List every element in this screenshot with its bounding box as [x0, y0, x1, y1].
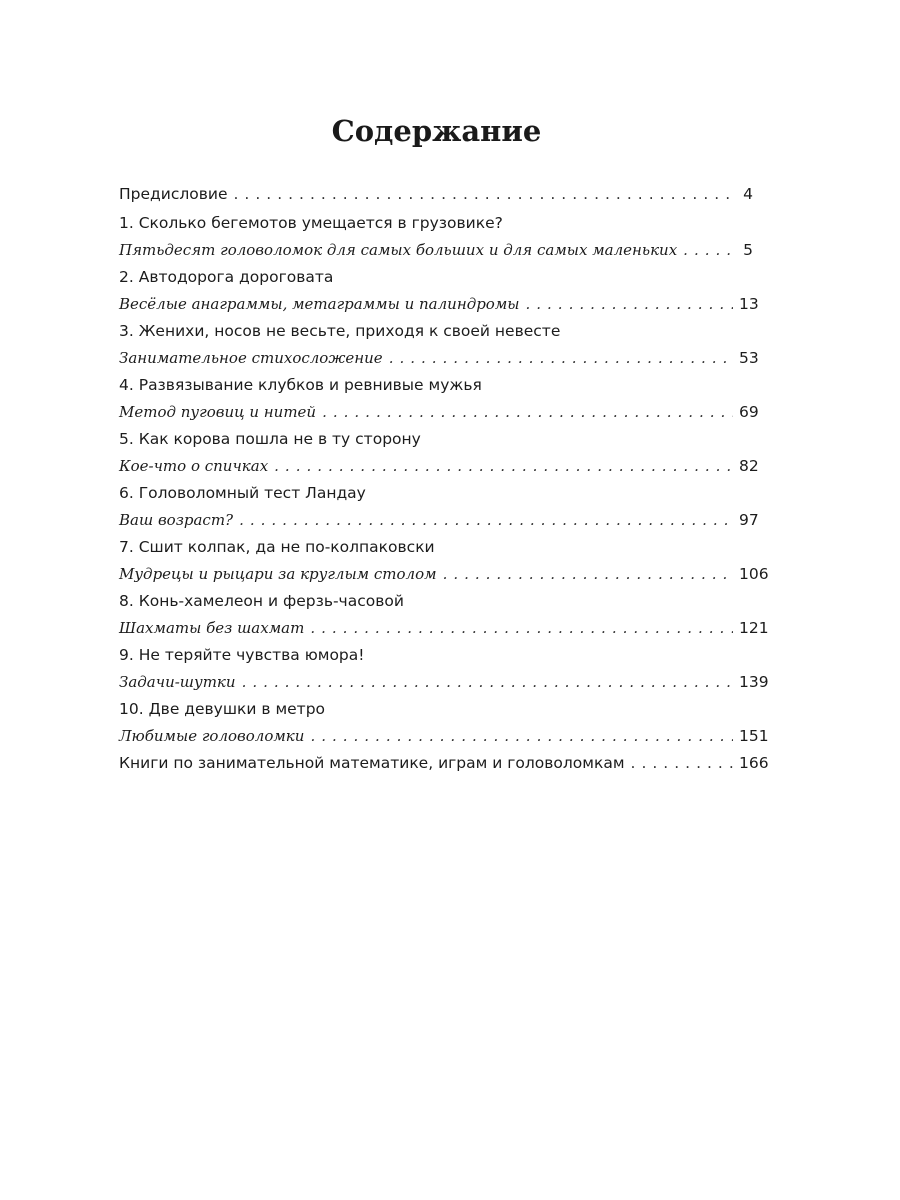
chapter-title: 7. Сшит колпак, да не по-колпаковски	[119, 538, 435, 556]
dot-leader	[310, 723, 733, 750]
dot-leader	[239, 507, 733, 534]
chapter-title-row	[119, 372, 753, 399]
chapter-title: 5. Как корова пошла не в ту сторону	[119, 430, 421, 448]
dot-leader	[233, 181, 733, 208]
chapter-subtitle: Весёлые анаграммы, метаграммы и палиндромы	[119, 295, 520, 313]
toc-chapter-9[interactable]	[119, 642, 769, 696]
chapter-title: 8. Конь-хамелеон и ферзь-часовой	[119, 592, 404, 610]
chapter-title-row	[119, 480, 753, 507]
chapter-subtitle-row	[119, 453, 759, 480]
chapter-subtitle-row	[119, 237, 753, 264]
page-number: 53	[739, 349, 759, 367]
dot-leader	[242, 669, 733, 696]
page-number: 69	[739, 403, 759, 421]
toc-chapter-4[interactable]	[119, 372, 759, 426]
page-number: 97	[739, 511, 759, 529]
toc-chapter-6[interactable]	[119, 480, 759, 534]
chapter-title-row	[119, 264, 753, 291]
chapter-subtitle-row	[119, 615, 769, 642]
chapter-subtitle-row	[119, 291, 759, 318]
chapter-subtitle-row	[119, 723, 769, 750]
toc-chapter-2[interactable]	[119, 264, 759, 318]
chapter-subtitle: Метод пуговиц и нитей	[119, 403, 317, 421]
chapter-title: 9. Не теряйте чувства юмора!	[119, 646, 365, 664]
toc-chapter-1[interactable]	[119, 210, 753, 264]
chapter-title: 6. Головоломный тест Ландау	[119, 484, 366, 502]
dot-leader	[389, 345, 733, 372]
page-number: 121	[739, 619, 769, 637]
dot-leader	[274, 453, 733, 480]
chapter-title-row	[119, 642, 753, 669]
chapter-title: 4. Развязывание клубков и ревнивые мужья	[119, 376, 482, 394]
chapter-subtitle: Кое-что о спичках	[119, 457, 269, 475]
page-number: 106	[739, 565, 769, 583]
toc-entry-preface[interactable]	[119, 181, 753, 208]
chapter-title-row	[119, 318, 753, 345]
dot-leader	[322, 399, 733, 426]
page-title: Содержание	[331, 114, 542, 148]
dot-leader	[310, 615, 733, 642]
dot-leader	[683, 237, 733, 264]
dot-leader	[526, 291, 734, 318]
entry-label: Книги по занимательной математике, играм и головоломкам	[119, 754, 625, 772]
chapter-subtitle-row	[119, 399, 759, 426]
page-number: 82	[739, 457, 759, 475]
dot-leader	[631, 750, 733, 777]
chapter-title-row	[119, 426, 753, 453]
chapter-title-row	[119, 588, 753, 615]
page-number: 4	[743, 185, 753, 203]
chapter-subtitle: Любимые головоломки	[119, 727, 305, 745]
page-number: 13	[739, 295, 759, 313]
chapter-list	[119, 210, 769, 750]
chapter-title-row	[119, 534, 753, 561]
chapter-subtitle-row	[119, 669, 769, 696]
table-of-contents	[119, 181, 769, 777]
chapter-subtitle: Задачи-шутки	[119, 673, 236, 691]
chapter-title: 10. Две девушки в метро	[119, 700, 326, 718]
chapter-subtitle-row	[119, 561, 769, 588]
chapter-title: 3. Женихи, носов не весьте, приходя к своей невесте	[119, 322, 561, 340]
chapter-title-row	[119, 696, 753, 723]
toc-chapter-3[interactable]	[119, 318, 759, 372]
page-number: 5	[743, 241, 753, 259]
chapter-subtitle: Мудрецы и рыцари за круглым столом	[119, 565, 437, 583]
chapter-subtitle: Занимательное стихосложение	[119, 349, 383, 367]
chapter-subtitle-row	[119, 507, 759, 534]
toc-chapter-7[interactable]	[119, 534, 769, 588]
toc-chapter-8[interactable]	[119, 588, 769, 642]
chapter-subtitle: Шахматы без шахмат	[119, 619, 305, 637]
page-number: 139	[739, 673, 769, 691]
dot-leader	[443, 561, 733, 588]
entry-label: Предисловие	[119, 185, 228, 203]
toc-chapter-5[interactable]	[119, 426, 759, 480]
toc-entry-bibliography[interactable]	[119, 750, 769, 777]
chapter-title: 1. Сколько бегемотов умещается в грузовике?	[119, 214, 503, 232]
page-number: 166	[739, 754, 769, 772]
chapter-subtitle: Пятьдесят головоломок для самых больших и для самых маленьких	[119, 241, 678, 259]
chapter-subtitle-row	[119, 345, 759, 372]
page-number: 151	[739, 727, 769, 745]
chapter-subtitle: Ваш возраст?	[119, 511, 234, 529]
chapter-title: 2. Автодорога дороговата	[119, 268, 334, 286]
toc-chapter-10[interactable]	[119, 696, 769, 750]
chapter-title-row	[119, 210, 753, 237]
